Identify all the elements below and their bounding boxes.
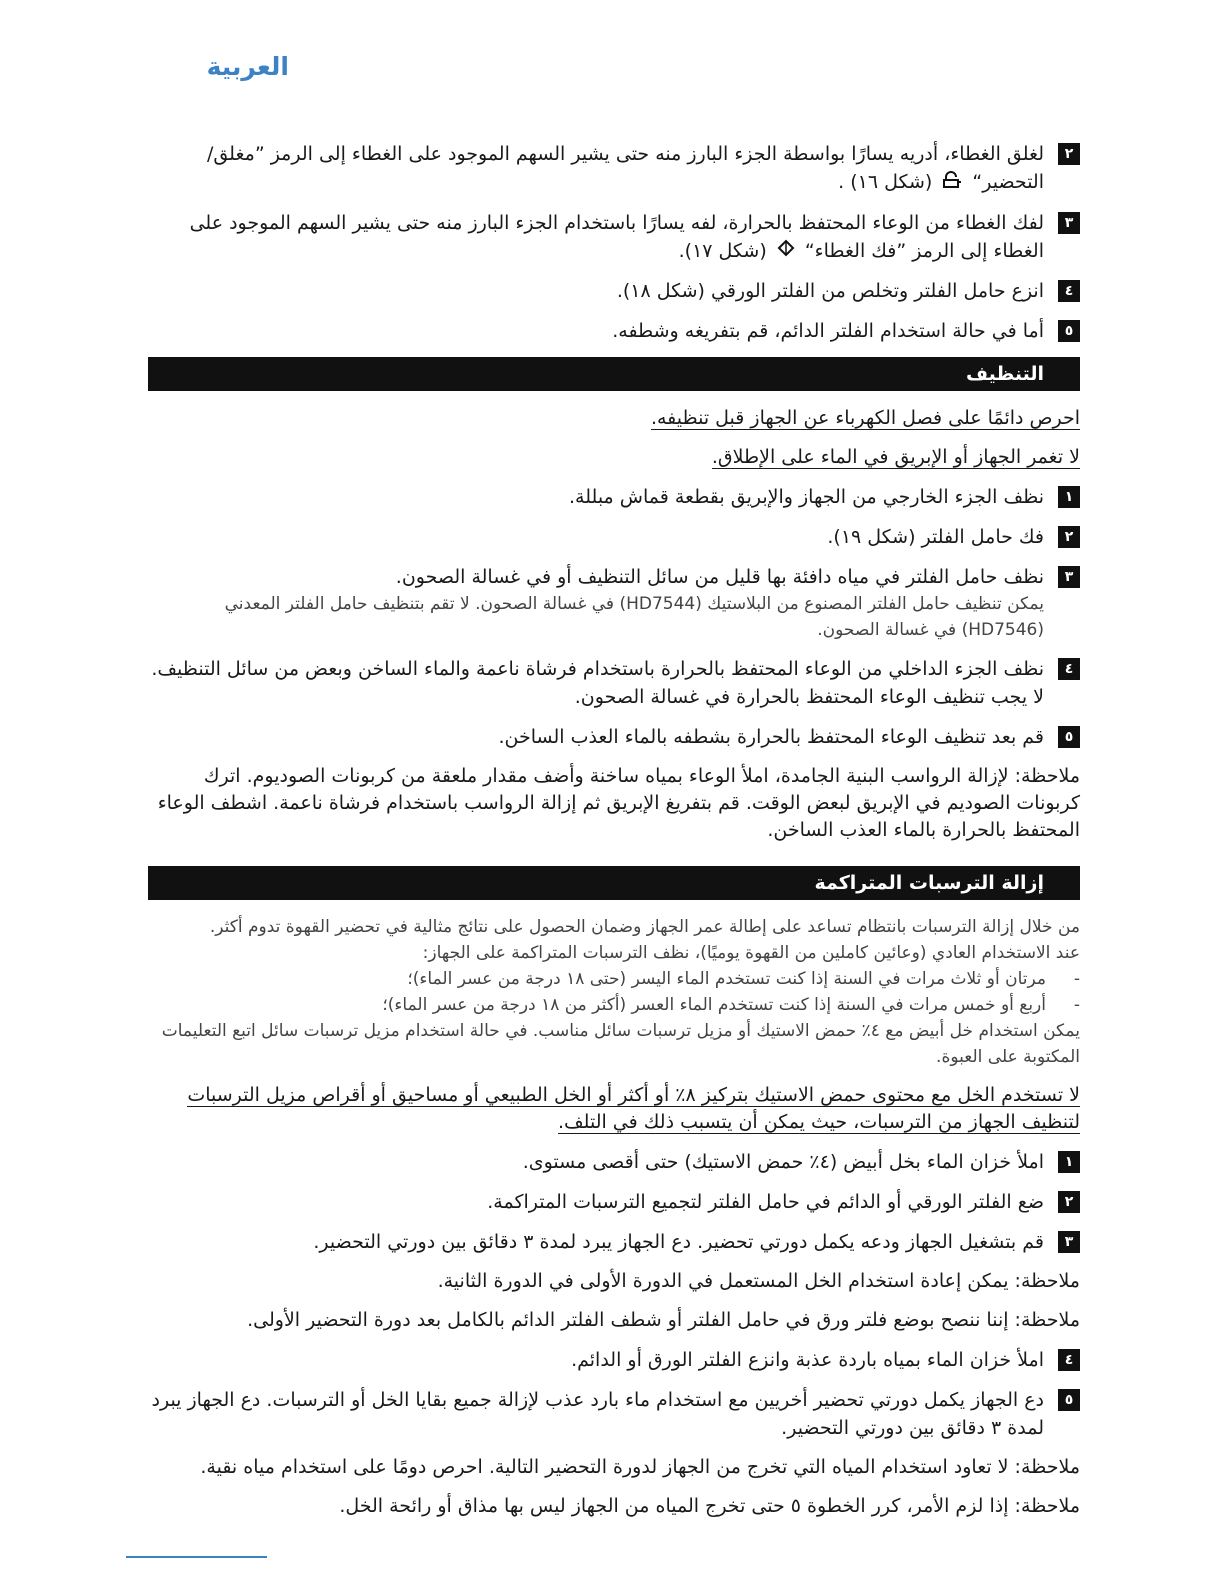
descaling-bullet-1 <box>148 966 1080 992</box>
descaling-intro-2: عند الاستخدام العادي (وعائين كاملين من القهوة يوميًا)، نظف الترسبات المتراكمة على الجهاز: <box>422 943 1080 963</box>
lock-brew-icon <box>941 169 963 197</box>
step-text: أما في حالة استخدام الفلتر الدائم، قم بتفريغه وشطفه. <box>612 320 1044 342</box>
step-number: ٣ <box>1058 1231 1080 1253</box>
step-text: فك حامل الفلتر (شكل ١٩). <box>827 526 1044 548</box>
step-text: املأ خزان الماء بمياه باردة عذبة وانزع الفلتر الورق أو الدائم. <box>571 1349 1044 1371</box>
step-text-ref: (شكل ١٦) . <box>838 171 933 193</box>
descaling-bullet-2 <box>148 992 1080 1018</box>
cleaning-note: ملاحظة: لإزالة الرواسب البنية الجامدة، املأ الوعاء بمياه ساخنة وأضف مقدار ملعقة من كربونات الصوديوم. اترك كربونات الصوديم في الإبريق لبعض الوقت. قم بتفريغ الإبريق ثم إزالة الرواسب باستخدام فرشاة ناعمة. اشطف الوعاء المحتفظ بالحرارة بالماء العذب الساخن. <box>157 765 1080 841</box>
step-number: ٥ <box>1058 320 1080 342</box>
section-heading-descaling: إزالة الترسبات المتراكمة <box>148 866 1080 900</box>
step-2-close-lid <box>148 140 1080 197</box>
cleaning-step-2 <box>148 523 1080 551</box>
descaling-step-5 <box>148 1386 1080 1442</box>
step-text: انزع حامل الفلتر وتخلص من الفلتر الورقي (شكل ١٨). <box>616 280 1044 302</box>
step-number: ٤ <box>1058 1349 1080 1371</box>
cleaning-warning-2: لا تغمر الجهاز أو الإبريق في الماء على الإطلاق. <box>711 446 1080 468</box>
cleaning-step-4 <box>148 655 1080 711</box>
step-4-remove-filter <box>148 277 1080 305</box>
cleaning-step-5 <box>148 723 1080 751</box>
pour-icon <box>776 237 796 265</box>
descaling-step-4 <box>148 1346 1080 1374</box>
step-text: لفك الغطاء من الوعاء المحتفظ بالحرارة، لفه يسارًا باستخدام الجزء البارز منه حتى يشير السهم الموجود على الغطاء إلى الرمز ”فك الغطاء“ <box>189 211 1044 262</box>
bullet-dash: - <box>1073 969 1080 989</box>
bullet-text: أربع أو خمس مرات في السنة إذا كنت تستخدم الماء العسر (أكثر من ١٨ درجة من عسر الماء)؛ <box>382 995 1046 1015</box>
step-5-permanent-filter <box>148 317 1080 345</box>
descaling-intro-1: من خلال إزالة الترسبات بانتظام تساعد على إطالة عمر الجهاز وضمان الحصول على نتائج مثالية في تحضير القهوة تدوم أكثر. <box>209 917 1080 937</box>
step-subnote: يمكن تنظيف حامل الفلتر المصنوع من البلاستيك (HD7544) في غسالة الصحون. لا تقم بتنظيف حامل الفلتر المعدني (HD7546) في غسالة الصحون. <box>224 594 1044 640</box>
step-number: ٥ <box>1058 726 1080 748</box>
descaling-note-1: ملاحظة: يمكن إعادة استخدام الخل المستعمل في الدورة الأولى في الدورة الثانية. <box>437 1270 1080 1292</box>
step-text: ضع الفلتر الورقي أو الدائم في حامل الفلتر لتجميع الترسبات المتراكمة. <box>487 1191 1044 1213</box>
step-text: قم بتشغيل الجهاز ودعه يكمل دورتي تحضير. دع الجهاز يبرد لمدة ٣ دقائق بين دورتي التحضير. <box>313 1231 1044 1253</box>
footer-rule <box>126 1556 267 1558</box>
language-title: العربية <box>206 52 289 81</box>
step-text: قم بعد تنظيف الوعاء المحتفظ بالحرارة بشطفه بالماء العذب الساخن. <box>498 726 1044 748</box>
step-text: دع الجهاز يكمل دورتي تحضير أخريين مع استخدام ماء بارد عذب لإزالة جميع بقايا الخل أو الترسبات. دع الجهاز يبرد لمدة ٣ دقائق بين دورتي التحضير. <box>151 1389 1044 1439</box>
cleaning-warning-1: احرص دائمًا على فصل الكهرباء عن الجهاز قبل تنظيفه. <box>650 407 1080 429</box>
descaling-step-3 <box>148 1228 1080 1256</box>
step-number: ١ <box>1058 486 1080 508</box>
step-text: لغلق الغطاء، أدريه يسارًا بواسطة الجزء البارز منه حتى يشير السهم الموجود على الغطاء إلى الرمز ”مغلق/التحضير“ <box>206 143 1044 193</box>
descaling-note-2: ملاحظة: إننا ننصح بوضع فلتر ورق في حامل الفلتر أو شطف الفلتر الدائم بالكامل بعد دورة التحضير الأولى. <box>247 1309 1080 1331</box>
step-number: ٥ <box>1058 1389 1080 1411</box>
descaling-note-3: ملاحظة: لا تعاود استخدام المياه التي تخرج من الجهاز لدورة التحضير التالية. احرص دومًا على استخدام مياه نقية. <box>200 1456 1080 1478</box>
bullet-dash: - <box>1073 995 1080 1015</box>
step-number: ٢ <box>1058 1191 1080 1213</box>
step-3-open-lid <box>148 209 1080 266</box>
step-number: ٣ <box>1058 566 1080 588</box>
step-number: ٤ <box>1058 280 1080 302</box>
step-text: املأ خزان الماء بخل أبيض (٤٪ حمض الاستيك) حتى أقصى مستوى. <box>522 1151 1044 1173</box>
step-text-ref: (شكل ١٧). <box>678 239 767 262</box>
descaling-step-1 <box>148 1148 1080 1176</box>
descaling-intro-3: يمكن استخدام خل أبيض مع ٤٪ حمض الاستيك أو مزيل ترسبات سائل مناسب. في حالة استخدام مزيل ترسبات سائل اتبع التعليمات المكتوبة على العبوة. <box>161 1021 1080 1067</box>
cleaning-step-3 <box>148 563 1080 643</box>
section-heading-cleaning: التنظيف <box>148 357 1080 391</box>
step-number: ٢ <box>1058 526 1080 548</box>
descaling-step-2 <box>148 1188 1080 1216</box>
manual-page <box>148 140 1080 1532</box>
descaling-note-4: ملاحظة: إذا لزم الأمر، كرر الخطوة ٥ حتى تخرج المياه من الجهاز ليس بها مذاق أو رائحة الخل. <box>339 1495 1080 1517</box>
step-text: نظف حامل الفلتر في مياه دافئة بها قليل من سائل التنظيف أو في غسالة الصحون. <box>395 566 1044 588</box>
step-number: ٢ <box>1058 143 1080 165</box>
step-number: ٣ <box>1058 212 1080 234</box>
step-number: ١ <box>1058 1151 1080 1173</box>
cleaning-step-1 <box>148 483 1080 511</box>
step-text: نظف الجزء الخارجي من الجهاز والإبريق بقطعة قماش مبللة. <box>569 486 1044 508</box>
bullet-text: مرتان أو ثلاث مرات في السنة إذا كنت تستخدم الماء اليسر (حتى ١٨ درجة من عسر الماء)؛ <box>407 969 1046 989</box>
descaling-warning: لا تستخدم الخل مع محتوى حمض الاستيك بتركيز ٨٪ أو أكثر أو الخل الطبيعي أو مساحيق أو أقراص مزيل الترسبات لتنظيف الجهاز من الترسبات، حيث يمكن أن يتسبب ذلك في التلف. <box>187 1084 1080 1133</box>
step-text: نظف الجزء الداخلي من الوعاء المحتفظ بالحرارة باستخدام فرشاة ناعمة والماء الساخن وبعض من سائل التنظيف. لا يجب تنظيف الوعاء المحتفظ بالحرارة في غسالة الصحون. <box>151 658 1044 708</box>
step-number: ٤ <box>1058 658 1080 680</box>
